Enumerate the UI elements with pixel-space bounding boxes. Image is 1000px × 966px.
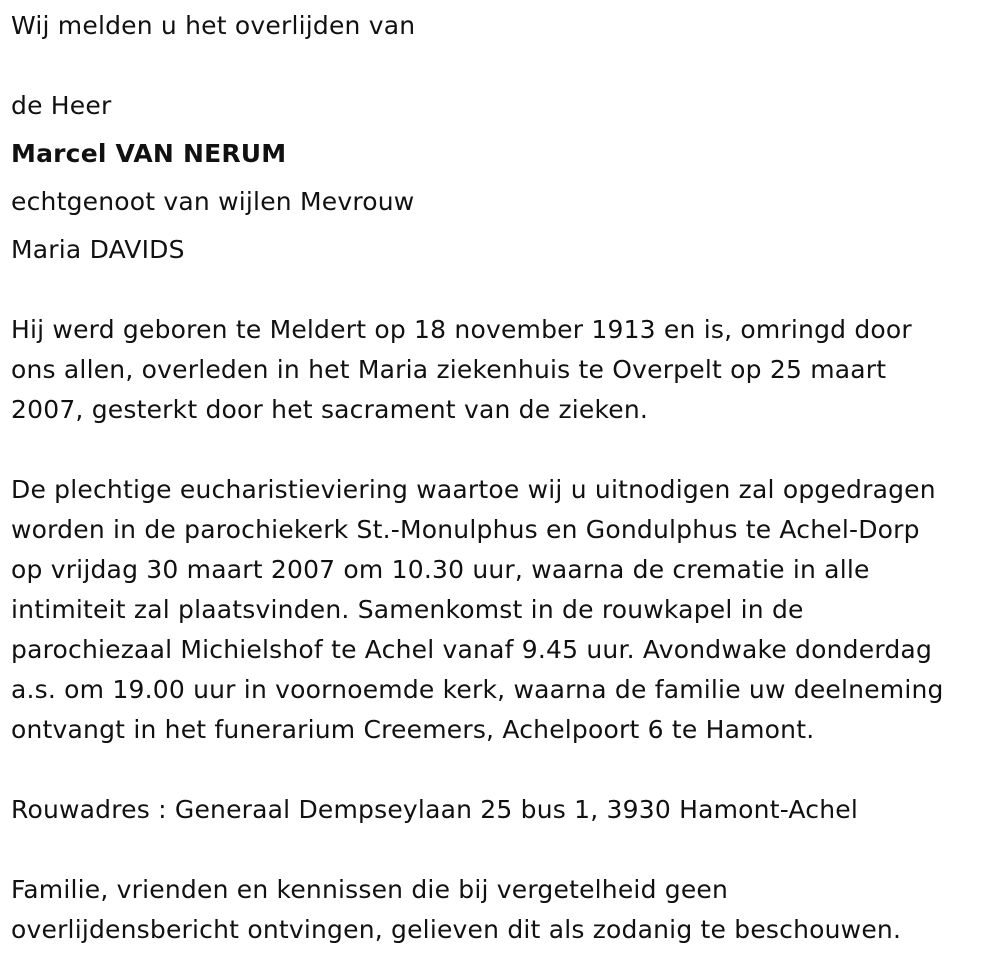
paragraph-line: a.s. om 19.00 uur in voornoemde kerk, waarna de familie uw deelneming bbox=[11, 675, 944, 704]
mourning-address: Rouwadres : Generaal Dempseylaan 25 bus 1, 3930 Hamont-Achel bbox=[11, 795, 858, 824]
deceased-name: Marcel VAN NERUM bbox=[11, 139, 287, 168]
paragraph-line: worden in de parochiekerk St.-Monulphus en Gondulphus te Achel-Dorp bbox=[11, 515, 920, 544]
relation-text: echtgenoot van wijlen Mevrouw bbox=[11, 187, 415, 216]
spouse-name: Maria DAVIDS bbox=[11, 235, 185, 264]
paragraph-line: overlijdensbericht ontvingen, gelieven dit als zodanig te beschouwen. bbox=[11, 915, 902, 944]
paragraph-line: parochiezaal Michielshof te Achel vanaf 9.45 uur. Avondwake donderdag bbox=[11, 635, 933, 664]
paragraph-line: op vrijdag 30 maart 2007 om 10.30 uur, waarna de crematie in alle bbox=[11, 555, 870, 584]
paragraph-line: ontvangt in het funerarium Creemers, Achelpoort 6 te Hamont. bbox=[11, 715, 815, 744]
intro-text: Wij melden u het overlijden van bbox=[11, 11, 416, 40]
paragraph-line: Familie, vrienden en kennissen die bij vergetelheid geen bbox=[11, 875, 729, 904]
honorific: de Heer bbox=[11, 91, 112, 120]
paragraph-line: 2007, gesterkt door het sacrament van de zieken. bbox=[11, 395, 649, 424]
paragraph-line: De plechtige eucharistieviering waartoe wij u uitnodigen zal opgedragen bbox=[11, 475, 936, 504]
paragraph-line: intimiteit zal plaatsvinden. Samenkomst in de rouwkapel in de bbox=[11, 595, 804, 624]
paragraph-line: ons allen, overleden in het Maria ziekenhuis te Overpelt op 25 maart bbox=[11, 355, 887, 384]
paragraph-line: Hij werd geboren te Meldert op 18 november 1913 en is, omringd door bbox=[11, 315, 912, 344]
